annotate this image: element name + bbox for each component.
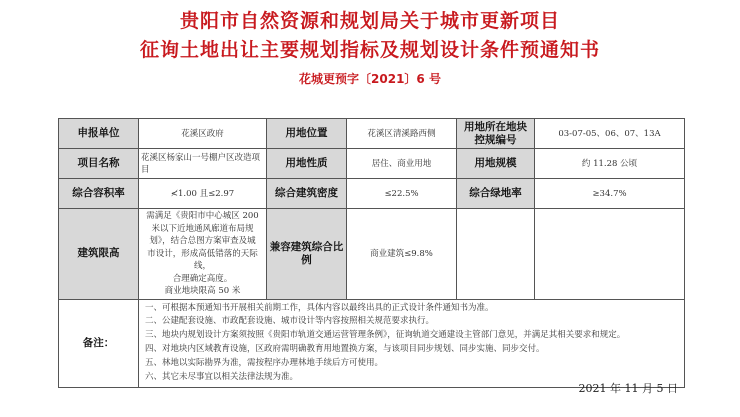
note-item: 二、公建配套设施、市政配套设施、城市设计等内容按照相关规范要求执行。 bbox=[145, 316, 435, 327]
note-item: 一、可根据本预通知书开展相关前期工作，具体内容以最终出具的正式设计条件通知书为准。 bbox=[145, 302, 494, 313]
far-label: 综合容积率 bbox=[59, 179, 139, 209]
land-area-value: 约 11.28 公顷 bbox=[535, 149, 685, 179]
applicant-label: 申报单位 bbox=[59, 119, 139, 149]
document-number: 花城更预字〔2021〕6 号 bbox=[299, 72, 441, 86]
land-location-label: 用地位置 bbox=[267, 119, 347, 149]
note-item: 五、林地以实际勘界为准，需按程序办理林地手续后方可使用。 bbox=[145, 357, 384, 368]
planning-conditions-table bbox=[58, 118, 685, 388]
height-limit-line: 商业地块限高 50 米 bbox=[164, 286, 241, 296]
note-item: 四、对地块内区域教育设施，区政府需明确教育用地置换方案，与该项目同步规划、同步实施、同步交付。 bbox=[145, 344, 545, 354]
height-limit-line: 米以下近地通风廊道布局规 bbox=[151, 223, 254, 234]
notes-label: 备注： bbox=[59, 299, 139, 387]
height-limit-line: 市设计，形成高低错落的天际线， bbox=[147, 248, 258, 271]
height-limit-value bbox=[139, 209, 267, 300]
compatible-building-value: 商业建筑≤9.8% bbox=[347, 209, 457, 300]
far-value: ≮1.00 且≤2.97 bbox=[139, 179, 267, 209]
note-item: 六、其它未尽事宜以相关法律法规为准。 bbox=[145, 371, 299, 382]
height-limit-line: 需满足《贵阳市中心城区 200 bbox=[146, 211, 259, 221]
table-row-indicators bbox=[59, 179, 685, 209]
height-limit-line: 划》，结合总图方案审查及城 bbox=[149, 236, 256, 246]
table-row-applicant bbox=[59, 119, 685, 149]
building-density-label: 综合建筑密度 bbox=[267, 179, 347, 209]
project-name-value: 花溪区杨家山一号棚户区改造项目 bbox=[139, 149, 267, 179]
height-limit-label: 建筑限高 bbox=[59, 209, 139, 300]
table-row-notes bbox=[59, 299, 685, 387]
land-use-label: 用地性质 bbox=[267, 149, 347, 179]
applicant-value: 花溪区政府 bbox=[139, 119, 267, 149]
land-area-label: 用地规模 bbox=[457, 149, 535, 179]
note-item: 三、地块内规划设计方案须按照《贵阳市轨道交通运营管理条例》，征询轨道交通建设主管部门意见，并满足其相关要求和规定。 bbox=[145, 330, 626, 341]
table-row-project bbox=[59, 149, 685, 179]
plot-code-value: 03-07-05、06、07、13A bbox=[535, 119, 685, 149]
plot-code-label: 用地所在地块控规编号 bbox=[457, 119, 535, 149]
green-ratio-value: ≥34.7% bbox=[535, 179, 685, 209]
empty-cell bbox=[457, 209, 535, 300]
building-density-value: ≤22.5% bbox=[347, 179, 457, 209]
notice-title-line-2: 征询土地出让主要规划指标及规划设计条件预通知书 bbox=[139, 39, 600, 61]
issue-date: 2021 年 11 月 5 日 bbox=[578, 382, 678, 395]
land-location-value: 花溪区清溪路西侧 bbox=[347, 119, 457, 149]
compatible-building-label: 兼容建筑综合比例 bbox=[267, 209, 347, 300]
empty-cell bbox=[535, 209, 685, 300]
table-row-height-limit bbox=[59, 209, 685, 300]
green-ratio-label: 综合绿地率 bbox=[457, 179, 535, 209]
notes-content bbox=[139, 299, 685, 387]
land-use-value: 居住、商业用地 bbox=[347, 149, 457, 179]
project-name-label: 项目名称 bbox=[59, 149, 139, 179]
notice-title-line-1: 贵阳市自然资源和规划局关于城市更新项目 bbox=[179, 10, 560, 32]
height-limit-line: 合理确定高度。 bbox=[172, 273, 233, 284]
